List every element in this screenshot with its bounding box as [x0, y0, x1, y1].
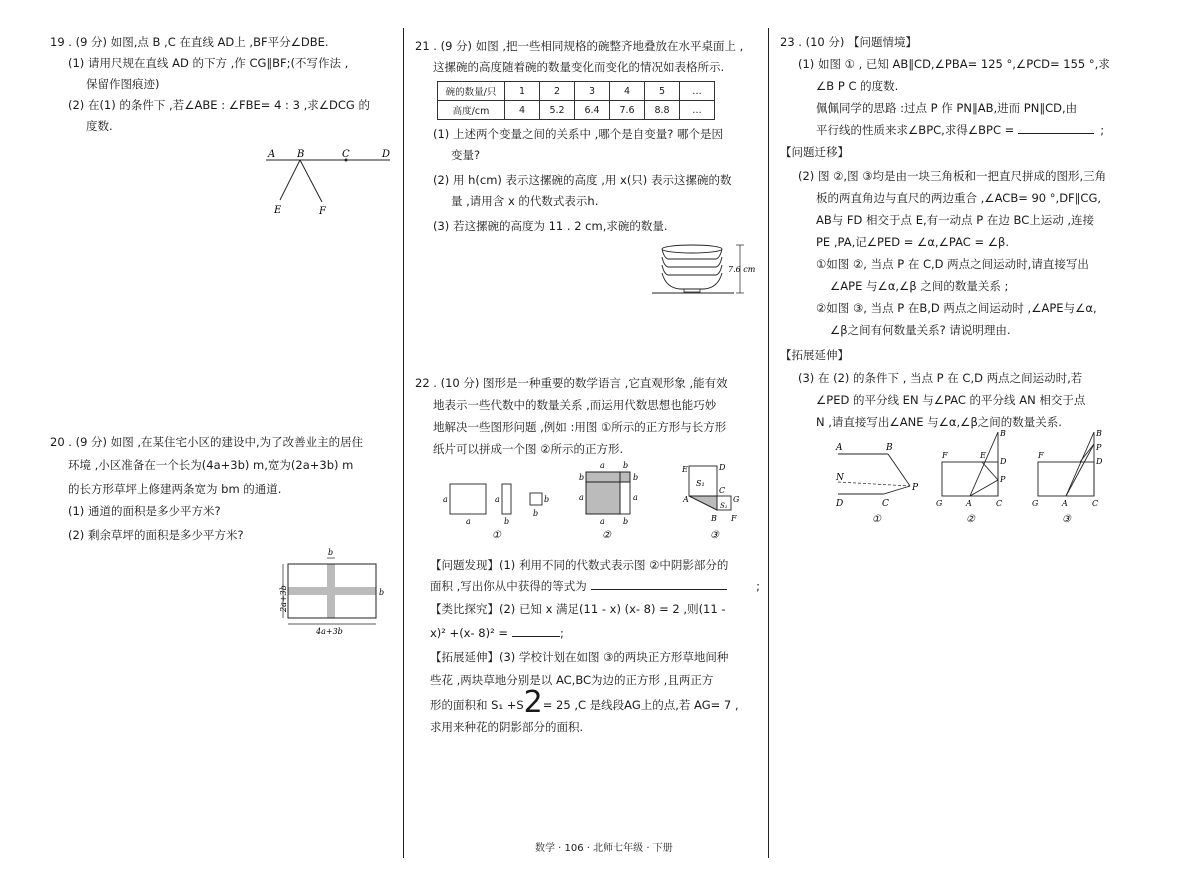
q21-part1: (1) 上述两个变量之间的关系中 ,哪个是自变量? 哪个是因	[433, 127, 724, 141]
question-22	[415, 372, 760, 460]
q23-p3c: N ,请直接写出∠ANE 与∠α,∠β之间的数量关系.	[816, 415, 1062, 429]
table-row	[438, 101, 715, 120]
q22-discover-end: ;	[756, 579, 760, 593]
q20-height-label: 2a+3b	[279, 585, 288, 612]
q22-analogy-text: x)² +(x- 8)² =	[430, 626, 508, 640]
label-a: a	[579, 493, 584, 502]
label-B: B	[1000, 429, 1006, 438]
label-F: F	[731, 514, 737, 523]
q21-part2-cont: 量 ,请用含 x 的代数式表示h.	[451, 194, 599, 208]
q22-analogy-end: ;	[560, 626, 564, 640]
label-B: B	[886, 443, 893, 453]
label-b: b	[579, 473, 585, 482]
label-B: B	[711, 514, 717, 523]
label-A: A	[836, 443, 843, 453]
answer-blank-2[interactable]	[512, 636, 560, 637]
label-E: E	[274, 205, 282, 216]
q22-extend-big: 2	[523, 685, 543, 720]
q23-p1d-end: ;	[1100, 123, 1105, 137]
figure-caption-2: ②	[966, 514, 975, 525]
q23-migrate: 【问题迁移】	[780, 145, 849, 159]
label-B: B	[1096, 429, 1102, 438]
label-C: C	[882, 499, 889, 509]
q22-line3: 地解决一些图形问题 ,例如 :用图 ①所示的正方形与长方形	[433, 420, 727, 434]
label-D: D	[719, 463, 726, 472]
q20-part1: (1) 通道的面积是多少平方米?	[68, 504, 221, 518]
table-cell: 2	[540, 82, 575, 101]
q20-right-b: b	[379, 588, 385, 597]
label-N: N	[836, 473, 844, 483]
q23-p2d: PE ,PA,记∠PED = ∠α,∠PAC = ∠β.	[816, 235, 1010, 249]
q20-top-b: b	[328, 548, 334, 557]
label-B: B	[297, 149, 305, 160]
q20-line2: 环境 ,小区准备在一个长为(4a+3b) m,宽为(2a+3b) m	[68, 458, 354, 472]
question-23	[780, 32, 1150, 433]
page-footer: 数学 · 106 · 北师七年级 · 下册	[535, 843, 673, 854]
label-b: b	[623, 517, 629, 526]
table-cell: 1	[505, 82, 540, 101]
q19-head: 19 . (9 分) 如图,点 B ,C 在直线 AD上 ,BF平分∠DBE.	[50, 35, 329, 49]
question-21	[415, 36, 760, 237]
q21-head: 21 . (9 分) 如图 ,把一些相同规格的碗整齐地叠放在水平桌面上 ,	[415, 39, 744, 53]
table-cell: 4	[505, 101, 540, 120]
label-A: A	[683, 495, 689, 504]
q22-discover: 【问题发现】(1) 利用不同的代数式表示图 ②中阴影部分的	[430, 558, 729, 572]
column-divider-right	[768, 28, 769, 858]
table-cell: 5.2	[540, 101, 575, 120]
label-C: C	[996, 499, 1003, 508]
q23-p1c: 佩佩同学的思路 :过点 P 作 PN∥AB,进而 PN∥CD,由	[816, 101, 1078, 115]
q21-data-table	[437, 81, 715, 120]
answer-blank-3[interactable]	[1018, 133, 1094, 134]
table-cell: 3	[575, 82, 610, 101]
label-C: C	[342, 149, 350, 160]
q22-analogy-cont	[430, 621, 760, 645]
label-G: G	[1032, 499, 1039, 508]
q23-p1d	[780, 119, 1150, 141]
table-cell: 5	[645, 82, 680, 101]
table-cell: 8.8	[645, 101, 680, 120]
label-D: D	[836, 499, 844, 509]
table-cell: 碗的数量/只	[438, 82, 505, 101]
q21-part2: (2) 用 h(cm) 表示这摞碗的高度 ,用 x(只) 表示这摞碗的数	[433, 173, 732, 187]
q23-p2g: ②如图 ③, 当点 P 在B,D 两点之间运动时 ,∠APE与∠α,	[816, 301, 1097, 315]
label-S1: S₁	[696, 479, 705, 488]
label-a: a	[466, 517, 471, 526]
q22-discover-text: 面积 ,写出你从中获得的等式为	[430, 579, 587, 593]
q23-p2e: ①如图 ②, 当点 P 在 C,D 两点之间运动时,请直接写出	[816, 257, 1089, 271]
label-b: b	[533, 509, 539, 518]
q19-part2: (2) 在(1) 的条件下 ,若∠ABE : ∠FBE= 4 : 3 ,求∠DCG 的	[68, 98, 370, 112]
q22-extend: 【拓展延伸】(3) 学校计划在如图 ③的两块正方形草地间种	[430, 650, 729, 664]
label-S2: S₁	[720, 502, 728, 510]
figure-caption-1: ①	[492, 530, 501, 541]
q21-height-label: 7.6 cm	[728, 265, 756, 274]
label-b: b	[623, 461, 629, 470]
table-cell: 7.6	[610, 101, 645, 120]
label-G: G	[733, 495, 740, 504]
label-C: C	[1092, 499, 1099, 508]
label-A: A	[966, 499, 972, 508]
table-cell: …	[680, 101, 715, 120]
q22-extend-pre: 形的面积和 S₁ +S	[430, 698, 524, 712]
figure-caption-1: ①	[872, 514, 881, 525]
q20-part2: (2) 剩余草坪的面积是多少平方米?	[68, 528, 244, 542]
q23-head: 23 . (10 分) 【问题情境】	[780, 35, 918, 49]
label-a: a	[443, 495, 448, 504]
label-E: E	[980, 451, 986, 460]
label-P: P	[1000, 475, 1006, 484]
q21-part1-cont: 变量?	[451, 148, 481, 162]
label-G: G	[936, 499, 943, 508]
label-a: a	[600, 461, 605, 470]
q23-p1b: ∠B P C 的度数.	[816, 79, 899, 93]
q20-figure	[278, 546, 388, 638]
q22-line2: 地表示一些代数中的数量关系 ,而运用代数思想也能巧妙	[433, 398, 717, 412]
q20-head: 20 . (9 分) 如图 ,在某住宅小区的建设中,为了改善业主的居住	[50, 435, 364, 449]
column-divider-left	[403, 28, 404, 858]
label-A: A	[1062, 499, 1068, 508]
label-b: b	[544, 495, 550, 504]
question-22-parts	[430, 555, 760, 735]
q22-figures	[440, 458, 760, 542]
label-a: a	[633, 493, 638, 502]
label-b: b	[633, 473, 639, 482]
label-P: P	[912, 483, 919, 493]
q23-p3b: ∠PED 的平分线 EN 与∠PAC 的平分线 AN 相交于点	[816, 393, 1086, 407]
label-D: D	[1000, 457, 1007, 466]
label-F: F	[942, 451, 948, 460]
q23-p3a: (3) 在 (2) 的条件下 , 当点 P 在 C,D 两点之间运动时,若	[798, 371, 1083, 385]
q21-line2: 这摞碗的高度随着碗的数量变化而变化的情况如表格所示.	[433, 60, 725, 74]
q22-extend-l2: 些花 ,两块草地分别是以 AC,BC为边的正方形 ,且两正方	[430, 673, 714, 687]
question-19	[50, 32, 390, 137]
figure-caption-2: ②	[602, 530, 611, 541]
label-D: D	[1096, 457, 1103, 466]
q21-bowl-figure	[650, 242, 760, 298]
q23-extend: 【拓展延伸】	[780, 348, 849, 362]
q20-width-label: 4a+3b	[316, 627, 343, 636]
label-F: F	[1038, 451, 1044, 460]
label-P: P	[1096, 443, 1102, 452]
q23-p2f: ∠APE 与∠α,∠β 之间的数量关系 ;	[830, 279, 1009, 293]
label-a: a	[495, 495, 500, 504]
question-20	[50, 432, 390, 546]
q22-extend-l4: 求用来种花的阴影部分的面积.	[430, 720, 584, 734]
table-cell: 高度/cm	[438, 101, 505, 120]
q23-p2c: AB与 FD 相交于点 E,有一动点 P 在边 BC上运动 ,连接	[816, 213, 1095, 227]
figure-caption-3: ③	[710, 530, 719, 541]
q19-part1-cont: 保留作图痕迹)	[86, 77, 160, 91]
q23-p2h: ∠β之间有何数量关系? 请说明理由.	[830, 323, 1011, 337]
q22-extend-l3	[430, 685, 760, 720]
q20-line3: 的长方形草坪上修建两条宽为 bm 的通道.	[68, 482, 282, 496]
q23-p2b: 板的两直角边与直尺的两边重合 ,∠ACB= 90 °,DF∥CG,	[816, 191, 1102, 205]
label-C: C	[719, 486, 726, 495]
q22-analogy: 【类比探究】(2) 已知 x 满足(11 - x) (x- 8) = 2 ,则(11 -	[430, 602, 726, 616]
q22-head: 22 . (10 分) 图形是一种重要的数学语言 ,它直观形象 ,能有效	[415, 376, 728, 390]
table-cell: 4	[610, 82, 645, 101]
label-a: a	[600, 517, 605, 526]
q23-p1d-text: 平行线的性质来求∠BPC,求得∠BPC =	[816, 123, 1015, 137]
label-F: F	[319, 206, 326, 217]
q23-figures	[830, 428, 1120, 526]
q23-p2a: (2) 图 ②,图 ③均是由一块三角板和一把直尺拼成的图形,三角	[798, 169, 1107, 183]
q19-part2-cont: 度数.	[86, 119, 113, 133]
label-A: A	[268, 149, 276, 160]
label-b: b	[504, 517, 510, 526]
figure-caption-3: ③	[1062, 514, 1071, 525]
q22-extend-post: = 25 ,C 是线段AG上的点,若 AG= 7 ,	[542, 698, 739, 712]
table-cell: …	[680, 82, 715, 101]
label-E: E	[682, 465, 688, 474]
q19-figure	[262, 146, 394, 220]
q23-p1a: (1) 如图 ① , 已知 AB∥CD,∠PBA= 125 °,∠PCD= 155 °,求	[798, 57, 1110, 71]
answer-blank-1[interactable]	[591, 589, 727, 590]
q22-line4: 纸片可以拼成一个图 ②所示的正方形.	[433, 442, 624, 456]
q21-part3: (3) 若这摞碗的高度为 11 . 2 cm,求碗的数量.	[433, 219, 668, 233]
table-row	[438, 82, 715, 101]
table-cell: 6.4	[575, 101, 610, 120]
label-D: D	[382, 149, 391, 160]
q22-discover-cont	[430, 575, 760, 597]
q19-part1: (1) 请用尺规在直线 AD 的下方 ,作 CG∥BF;(不写作法 ,	[68, 56, 349, 70]
